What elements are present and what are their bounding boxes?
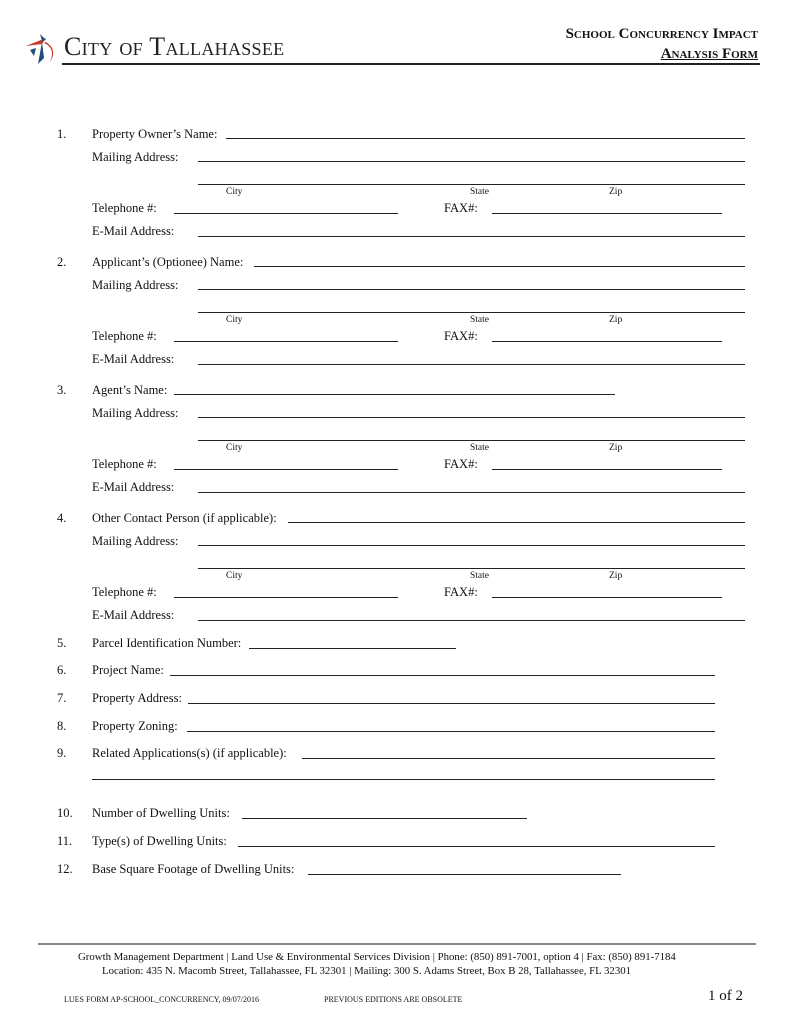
item-number-7: 7. [57,691,67,705]
other-contact-label: Other Contact Person (if applicable): [92,511,277,525]
city-state-zip-field-4[interactable] [198,568,745,569]
page-number: 1 of 2 [708,988,743,1004]
fax-field-3[interactable] [492,469,722,470]
telephone-field-2[interactable] [174,341,398,342]
dwelling-units-type-field[interactable] [238,846,715,847]
email-label-2: E-Mail Address: [92,352,175,366]
telephone-label-1: Telephone #: [92,201,157,215]
related-applications-field[interactable] [302,758,715,759]
telephone-field-4[interactable] [174,597,398,598]
mailing-address-label-2: Mailing Address: [92,278,179,292]
form-title-line-1: School Concurrency Impact [565,26,758,42]
related-applications-label: Related Applications(s) (if applicable): [92,746,287,760]
email-field-1[interactable] [198,236,745,237]
zip-caption-3: Zip [609,443,623,453]
item-number-8: 8. [57,719,67,733]
obsolete-note: PREVIOUS EDITIONS ARE OBSOLETE [324,995,463,1004]
property-zoning-label: Property Zoning: [92,719,178,733]
applicant-name-field[interactable] [254,266,745,267]
project-name-field[interactable] [170,675,715,676]
mailing-address-label-3: Mailing Address: [92,406,179,420]
email-label-1: E-Mail Address: [92,224,175,238]
project-name-label: Project Name: [92,663,164,677]
zip-caption-2: Zip [609,315,623,325]
related-applications-field-line-2[interactable] [92,779,715,780]
dwelling-units-number-field[interactable] [242,818,527,819]
email-field-2[interactable] [198,364,745,365]
logo-wordmark: City of Tallahassee [64,32,285,61]
state-caption-3: State [470,443,489,453]
mailing-address-field-4[interactable] [198,545,745,546]
mailing-address-label-4: Mailing Address: [92,534,179,548]
zip-caption-1: Zip [609,187,623,197]
telephone-label-3: Telephone #: [92,457,157,471]
item-number-2: 2. [57,255,67,269]
form-id: LUES FORM AP-SCHOOL_CONCURRENCY, 09/07/2016 [64,995,259,1004]
property-address-field[interactable] [188,703,715,704]
fax-label-1: FAX#: [444,201,478,215]
dwelling-units-number-label: Number of Dwelling Units: [92,806,230,820]
fax-label-4: FAX#: [444,585,478,599]
item-number-12: 12. [57,862,73,876]
city-caption-3: City [226,443,243,453]
item-number-5: 5. [57,636,67,650]
city-state-zip-field-2[interactable] [198,312,745,313]
form-title-line-2: Analysis Form [660,46,758,62]
email-label-4: E-Mail Address: [92,608,175,622]
city-caption-4: City [226,571,243,581]
parcel-id-field[interactable] [249,648,456,649]
property-zoning-field[interactable] [187,731,715,732]
zip-caption-4: Zip [609,571,623,581]
property-address-label: Property Address: [92,691,182,705]
logo-text [64,32,284,62]
form-title [566,24,758,64]
city-caption-2: City [226,315,243,325]
property-owner-name-field[interactable] [226,138,745,139]
item-number-3: 3. [57,383,67,397]
dwelling-units-type-label: Type(s) of Dwelling Units: [92,834,227,848]
mailing-address-field-3[interactable] [198,417,745,418]
item-number-11: 11. [57,834,73,848]
other-contact-field[interactable] [288,522,745,523]
fax-label-3: FAX#: [444,457,478,471]
city-state-zip-field-3[interactable] [198,440,745,441]
footer-contact-line-2: Location: 435 N. Macomb Street, Tallahassee, FL 32301 | Mailing: 300 S. Adams Street, Box B 28, Tallahassee, FL 32301 [102,965,632,977]
mailing-address-label-1: Mailing Address: [92,150,179,164]
telephone-field-1[interactable] [174,213,398,214]
applicant-name-label: Applicant’s (Optionee) Name: [92,255,244,269]
fax-field-2[interactable] [492,341,722,342]
telephone-label-2: Telephone #: [92,329,157,343]
state-caption-4: State [470,571,489,581]
footer-rule [38,943,756,945]
state-caption-2: State [470,315,489,325]
email-field-3[interactable] [198,492,745,493]
email-label-3: E-Mail Address: [92,480,175,494]
footer-contact-line-1: Growth Management Department | Land Use & Environmental Services Division | Phone: (850) 891-7001, option 4 | Fax: (850) 891-7184 [78,951,676,963]
base-square-footage-label: Base Square Footage of Dwelling Units: [92,862,295,876]
city-caption-1: City [226,187,243,197]
agent-name-field[interactable] [174,394,615,395]
base-square-footage-field[interactable] [308,874,621,875]
telephone-label-4: Telephone #: [92,585,157,599]
item-number-10: 10. [57,806,73,820]
property-owner-name-label: Property Owner’s Name: [92,127,218,141]
item-number-6: 6. [57,663,67,677]
agent-name-label: Agent’s Name: [92,383,168,397]
email-field-4[interactable] [198,620,745,621]
mailing-address-field-1[interactable] [198,161,745,162]
fax-field-4[interactable] [492,597,722,598]
item-number-9: 9. [57,746,67,760]
fax-field-1[interactable] [492,213,722,214]
telephone-field-3[interactable] [174,469,398,470]
parcel-id-label: Parcel Identification Number: [92,636,242,650]
item-number-4: 4. [57,511,67,525]
mailing-address-field-2[interactable] [198,289,745,290]
item-number-1: 1. [57,127,67,141]
fax-label-2: FAX#: [444,329,478,343]
state-caption-1: State [470,187,489,197]
city-state-zip-field-1[interactable] [198,184,745,185]
